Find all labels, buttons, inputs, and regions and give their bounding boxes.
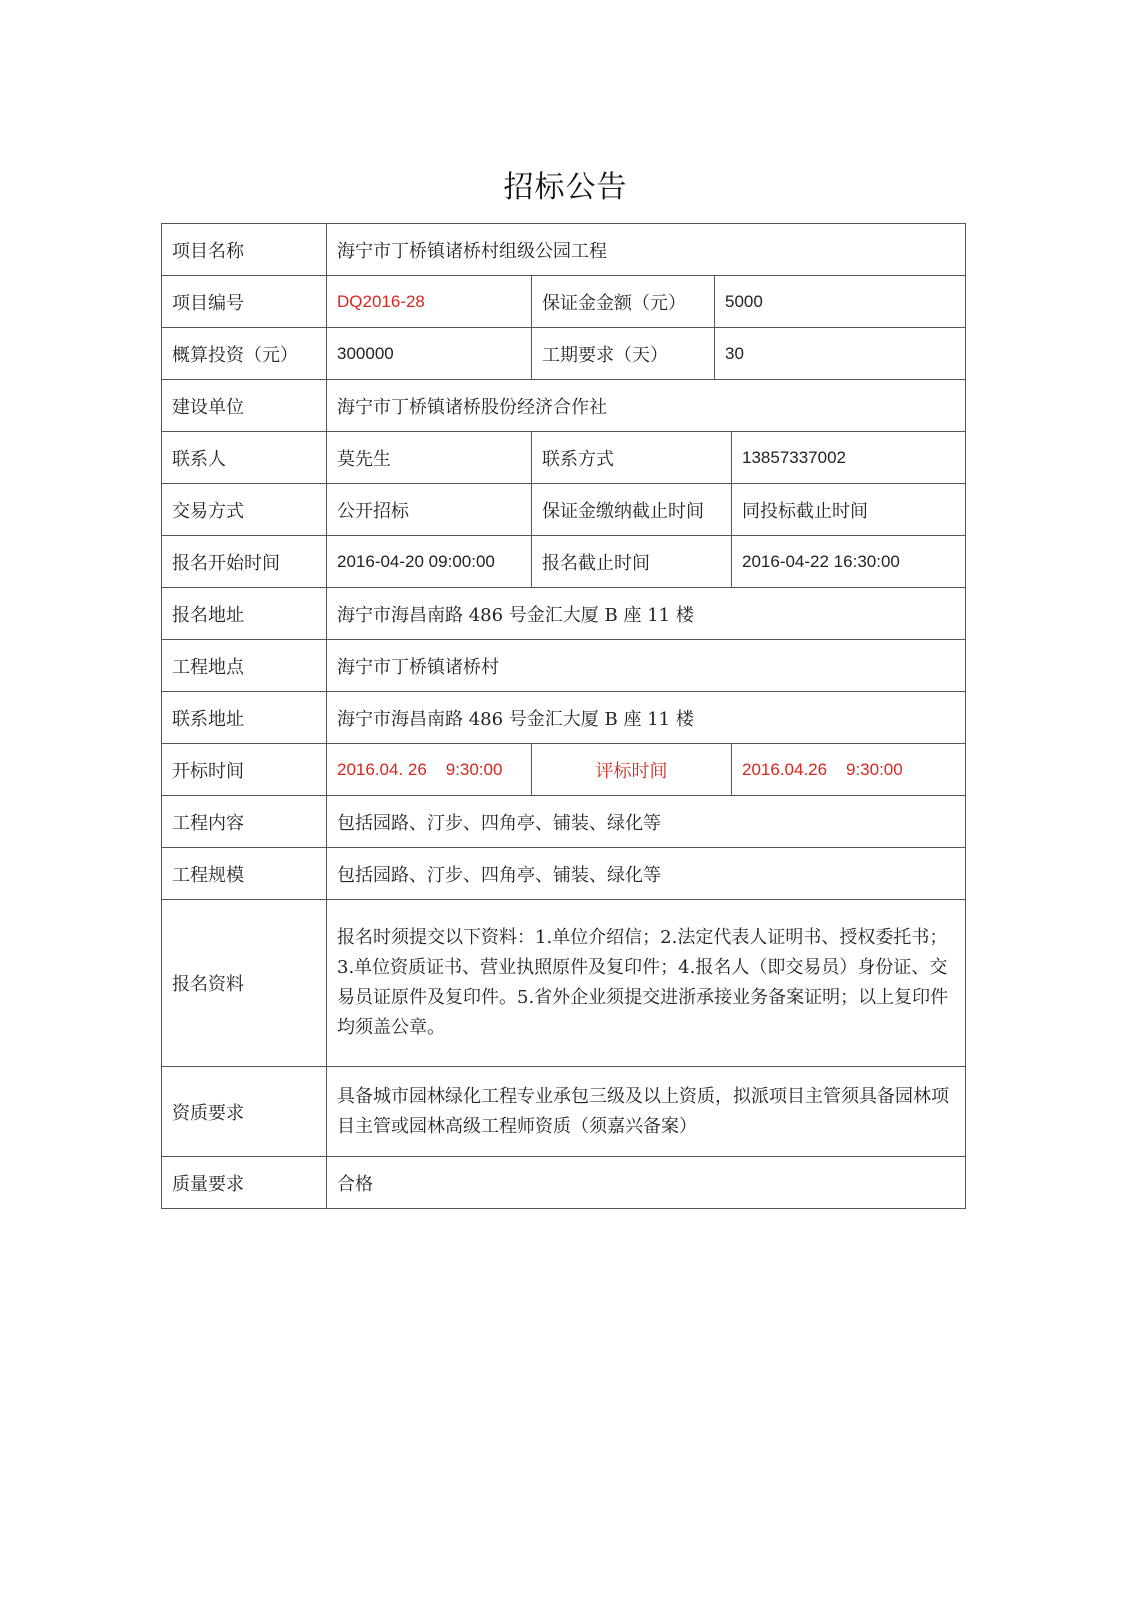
deposit-value: 5000 [715, 276, 966, 328]
duration-value: 30 [715, 328, 966, 380]
contact-address-value: 海宁市海昌南路 486 号金汇大厦 B 座 11 楼 [327, 692, 966, 744]
row-contact-address [162, 692, 966, 744]
site-label: 工程地点 [162, 640, 327, 692]
signup-start-label: 报名开始时间 [162, 536, 327, 588]
row-trade [162, 484, 966, 536]
evaluation-value: 2016.04.26 9:30:00 [732, 744, 966, 796]
scale-label: 工程规模 [162, 848, 327, 900]
tender-notice-table [161, 223, 966, 1209]
row-signup-address [162, 588, 966, 640]
row-builder [162, 380, 966, 432]
deposit-deadline-value: 同投标截止时间 [732, 484, 966, 536]
row-qualification [162, 1067, 966, 1157]
contact-value: 莫先生 [327, 432, 532, 484]
bid-open-label: 开标时间 [162, 744, 327, 796]
content-label: 工程内容 [162, 796, 327, 848]
row-project-no [162, 276, 966, 328]
qualification-label: 资质要求 [162, 1067, 327, 1157]
duration-label: 工期要求（天） [532, 328, 715, 380]
signup-address-label: 报名地址 [162, 588, 327, 640]
phone-label: 联系方式 [532, 432, 732, 484]
signup-start-value: 2016-04-20 09:00:00 [327, 536, 532, 588]
deposit-label: 保证金金额（元） [532, 276, 715, 328]
row-site [162, 640, 966, 692]
materials-value: 报名时须提交以下资料：1.单位介绍信；2.法定代表人证明书、授权委托书；3.单位资质证书、营业执照原件及复印件；4.报名人（即交易员）身份证、交易员证原件及复印件。5.省外企业须提交进浙承接业务备案证明；以上复印件均须盖公章。 [327, 900, 966, 1067]
project-no-value: DQ2016-28 [327, 276, 532, 328]
row-materials [162, 900, 966, 1067]
contact-address-label: 联系地址 [162, 692, 327, 744]
quality-label: 质量要求 [162, 1157, 327, 1209]
materials-label: 报名资料 [162, 900, 327, 1067]
row-bid-open [162, 744, 966, 796]
row-scale [162, 848, 966, 900]
content-value: 包括园路、汀步、四角亭、铺装、绿化等 [327, 796, 966, 848]
trade-value: 公开招标 [327, 484, 532, 536]
signup-end-label: 报名截止时间 [532, 536, 732, 588]
qualification-value: 具备城市园林绿化工程专业承包三级及以上资质，拟派项目主管须具备园林项目主管或园林高级工程师资质（须嘉兴备案） [327, 1067, 966, 1157]
trade-label: 交易方式 [162, 484, 327, 536]
row-signup-time [162, 536, 966, 588]
project-name-value: 海宁市丁桥镇诸桥村组级公园工程 [327, 224, 966, 276]
builder-label: 建设单位 [162, 380, 327, 432]
signup-end-value: 2016-04-22 16:30:00 [732, 536, 966, 588]
quality-value: 合格 [327, 1157, 966, 1209]
phone-value: 13857337002 [732, 432, 966, 484]
evaluation-label: 评标时间 [532, 744, 732, 796]
project-no-label: 项目编号 [162, 276, 327, 328]
row-content [162, 796, 966, 848]
row-budget [162, 328, 966, 380]
contact-label: 联系人 [162, 432, 327, 484]
budget-value: 300000 [327, 328, 532, 380]
deposit-deadline-label: 保证金缴纳截止时间 [532, 484, 732, 536]
row-project-name [162, 224, 966, 276]
site-value: 海宁市丁桥镇诸桥村 [327, 640, 966, 692]
budget-label: 概算投资（元） [162, 328, 327, 380]
row-contact [162, 432, 966, 484]
project-name-label: 项目名称 [162, 224, 327, 276]
signup-address-value: 海宁市海昌南路 486 号金汇大厦 B 座 11 楼 [327, 588, 966, 640]
scale-value: 包括园路、汀步、四角亭、铺装、绿化等 [327, 848, 966, 900]
builder-value: 海宁市丁桥镇诸桥股份经济合作社 [327, 380, 966, 432]
page-title: 招标公告 [503, 170, 628, 205]
row-quality [162, 1157, 966, 1209]
bid-open-value: 2016.04. 26 9:30:00 [327, 744, 532, 796]
